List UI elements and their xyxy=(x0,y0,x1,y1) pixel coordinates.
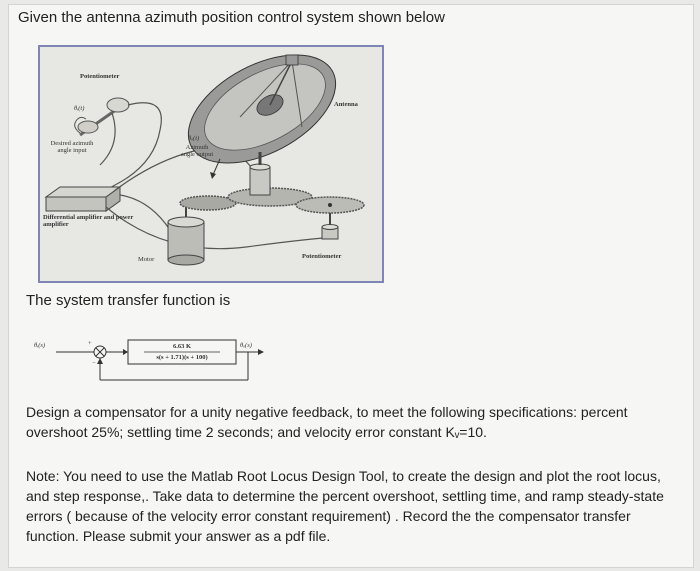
antenna-system-drawing xyxy=(40,47,382,281)
design-requirements-paragraph: Design a compensator for a unity negative feedback, to meet the following specifications: percent overshoot 25%; settling time 2 seconds; and velocity error constant Kᵥ=10. xyxy=(26,404,628,440)
transfer-function-title: The system transfer function is xyxy=(26,292,231,309)
tf-numerator: 6.63 K xyxy=(172,343,192,350)
tf-denominator: s(s + 1.71)(s + 100) xyxy=(156,354,208,361)
block-diagram xyxy=(32,324,266,388)
instructions-note-paragraph: Note: You need to use the Matlab Root Locus Design Tool, to create the design and plot the root locus, and step response,. Take data to determine the percent overshoot, settling time, and ramp steady-state errors ( because of the velocity error constant requirement) . Record the the compensator transfer function. Please submit your answer as a pdf file. xyxy=(26,468,664,544)
plus-sign: + xyxy=(88,340,92,347)
theta-i-label: θᵢ(t) xyxy=(74,105,85,112)
motor xyxy=(168,207,204,265)
antenna-system-figure xyxy=(38,45,384,283)
minus-sign: − xyxy=(92,360,96,367)
potentiometer-bottom-label: Potentiometer xyxy=(302,253,342,260)
input-potentiometer xyxy=(75,98,129,135)
motor-label: Motor xyxy=(138,256,155,263)
output-potentiometer xyxy=(322,213,338,239)
input-signal-label: θᵢ(s) xyxy=(34,342,46,349)
differential-amplifier xyxy=(46,187,120,211)
antenna-label: Antenna xyxy=(334,101,358,108)
diff-amp-label: Differential amplifier and power amplifier xyxy=(43,214,134,228)
gear-train xyxy=(180,188,364,213)
problem-heading: Given the antenna azimuth position control system shown below xyxy=(18,9,445,26)
potentiometer-top-label: Potentiometer xyxy=(80,73,120,80)
theta-o-label: θₒ(t) xyxy=(188,135,200,142)
azimuth-output-label: Azimuth angle output xyxy=(180,144,214,158)
output-signal-label: θₒ(s) xyxy=(240,342,252,349)
desired-azimuth-label: Desired azimuth angle input xyxy=(50,140,94,154)
